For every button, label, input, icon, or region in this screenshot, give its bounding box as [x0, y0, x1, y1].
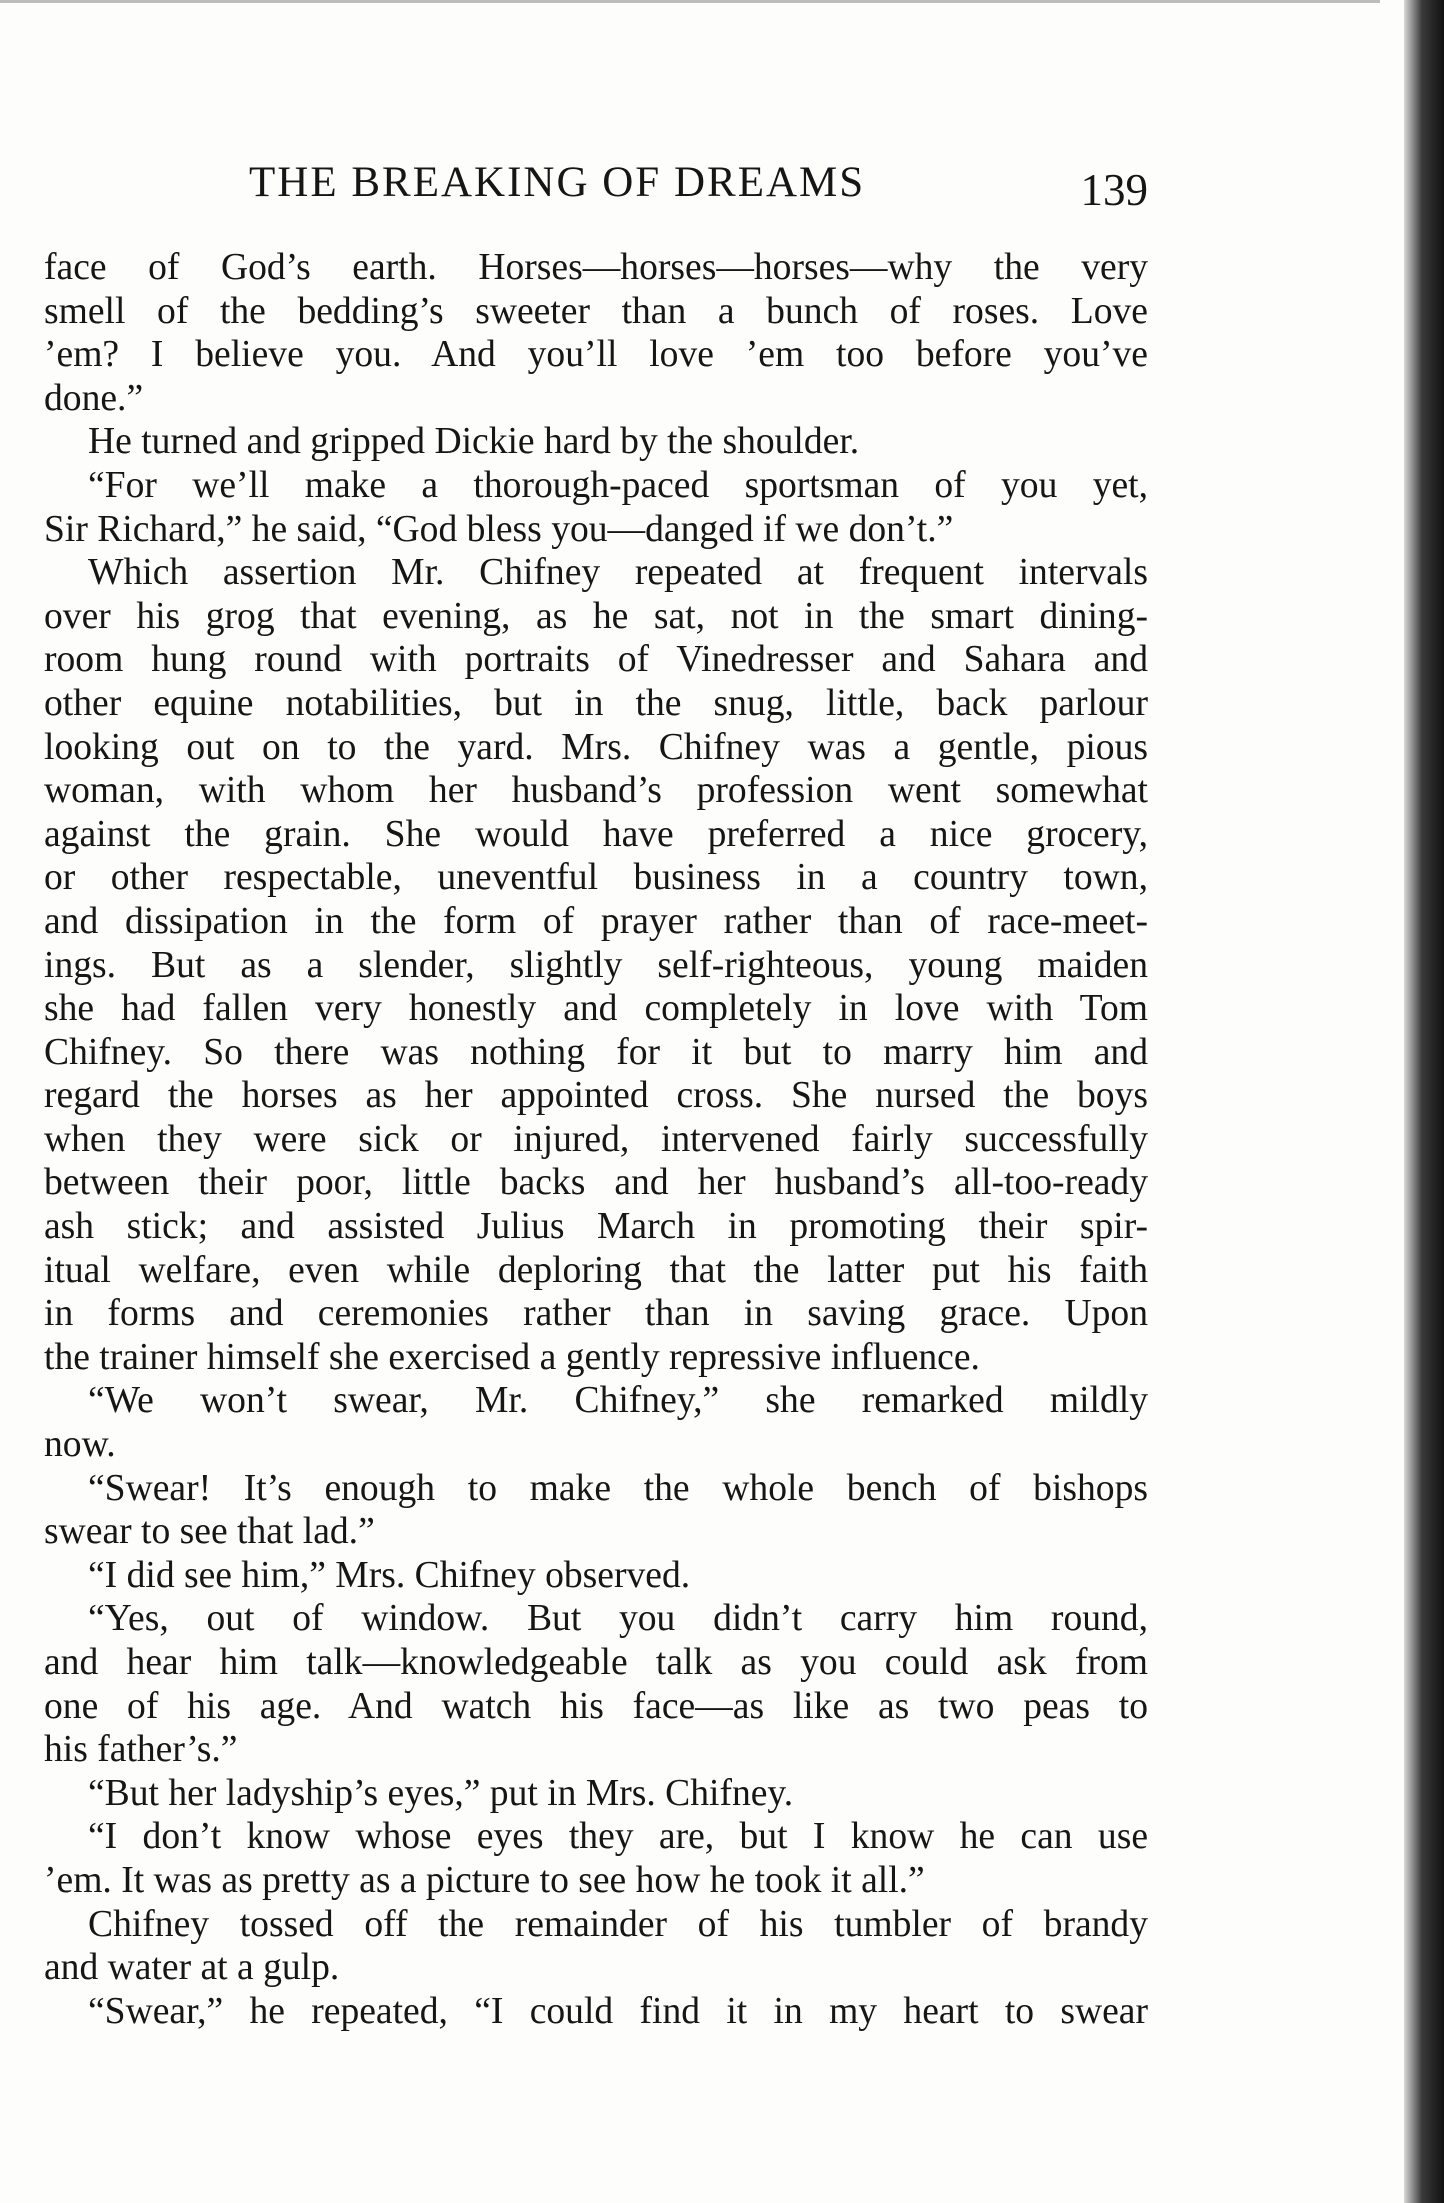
text-line: woman, with whom her husband’s profession went somewhat [44, 770, 1148, 812]
text-line: against the grain. She would have preferred a nice grocery, [44, 813, 1148, 855]
text-line: itual welfare, even while deploring that the latter put his faith [44, 1249, 1148, 1291]
top-edge-rule [0, 0, 1380, 3]
text-line: between their poor, little backs and her husband’s all-too-ready [44, 1162, 1148, 1204]
running-head: THE BREAKING OF DREAMS [249, 159, 866, 206]
text-line: now. [44, 1424, 116, 1466]
page-binding-edge [1404, 0, 1444, 2203]
body-text [44, 246, 1148, 2033]
text-line: “I did see him,” Mrs. Chifney observed. [88, 1554, 691, 1596]
text-line: Which assertion Mr. Chifney repeated at frequent intervals [88, 552, 1148, 594]
text-line: Chifney tossed off the remainder of his tumbler of brandy [88, 1903, 1148, 1945]
text-line: the trainer himself she exercised a gently repressive influence. [44, 1336, 980, 1378]
text-line: when they were sick or injured, intervened fairly successfully [44, 1118, 1148, 1160]
text-line: done.” [44, 377, 144, 419]
text-line: “But her ladyship’s eyes,” put in Mrs. Chifney. [88, 1772, 794, 1814]
text-line: Chifney. So there was nothing for it but to marry him and [44, 1031, 1148, 1073]
text-line: his father’s.” [44, 1729, 238, 1771]
text-line: swear to see that lad.” [44, 1511, 375, 1553]
text-line: and dissipation in the form of prayer rather than of race-meet- [44, 900, 1148, 942]
text-line: “Swear,” he repeated, “I could find it in my heart to swear [88, 1990, 1148, 2032]
text-line: “I don’t know whose eyes they are, but I know he can use [88, 1816, 1148, 1858]
text-line: ’em? I believe you. And you’ll love ’em too before you’ve [44, 334, 1148, 376]
text-line: “For we’ll make a thorough-paced sportsman of you yet, [88, 464, 1148, 506]
text-line: ash stick; and assisted Julius March in promoting their spir- [44, 1206, 1148, 1248]
text-line: He turned and gripped Dickie hard by the shoulder. [88, 421, 860, 463]
text-line: and hear him talk—knowledgeable talk as you could ask from [44, 1642, 1148, 1683]
text-line: she had fallen very honestly and completely in love with Tom [44, 988, 1148, 1030]
text-line: smell of the bedding’s sweeter than a bunch of roses. Love [44, 290, 1148, 332]
text-line: “We won’t swear, Mr. Chifney,” she remarked mildly [88, 1380, 1148, 1422]
page-header [44, 158, 1148, 218]
text-line: ings. But as a slender, slightly self-righteous, young maiden [44, 944, 1148, 986]
text-line: “Yes, out of window. But you didn’t carry him round, [88, 1598, 1148, 1640]
text-line: in forms and ceremonies rather than in saving grace. Upon [44, 1293, 1148, 1335]
text-line: regard the horses as her appointed cross. She nursed the boys [44, 1075, 1148, 1117]
text-line: Sir Richard,” he said, “God bless you—danged if we don’t.” [44, 508, 954, 550]
page-number: 139 [1080, 165, 1148, 215]
text-line: face of God’s earth. Horses—horses—horses—why the very [44, 247, 1148, 288]
text-line: “Swear! It’s enough to make the whole bench of bishops [88, 1467, 1148, 1509]
text-line: ’em. It was as pretty as a picture to see how he took it all.” [44, 1859, 925, 1901]
text-line: one of his age. And watch his face—as like as two peas to [44, 1685, 1148, 1727]
text-line: room hung round with portraits of Vinedresser and Sahara and [44, 639, 1148, 681]
text-line: looking out on to the yard. Mrs. Chifney was a gentle, pious [44, 726, 1148, 768]
text-line: over his grog that evening, as he sat, not in the smart dining- [44, 595, 1148, 637]
text-line: or other respectable, uneventful business in a country town, [44, 857, 1148, 899]
text-line: and water at a gulp. [44, 1947, 340, 1989]
text-line: other equine notabilities, but in the snug, little, back parlour [44, 682, 1148, 724]
